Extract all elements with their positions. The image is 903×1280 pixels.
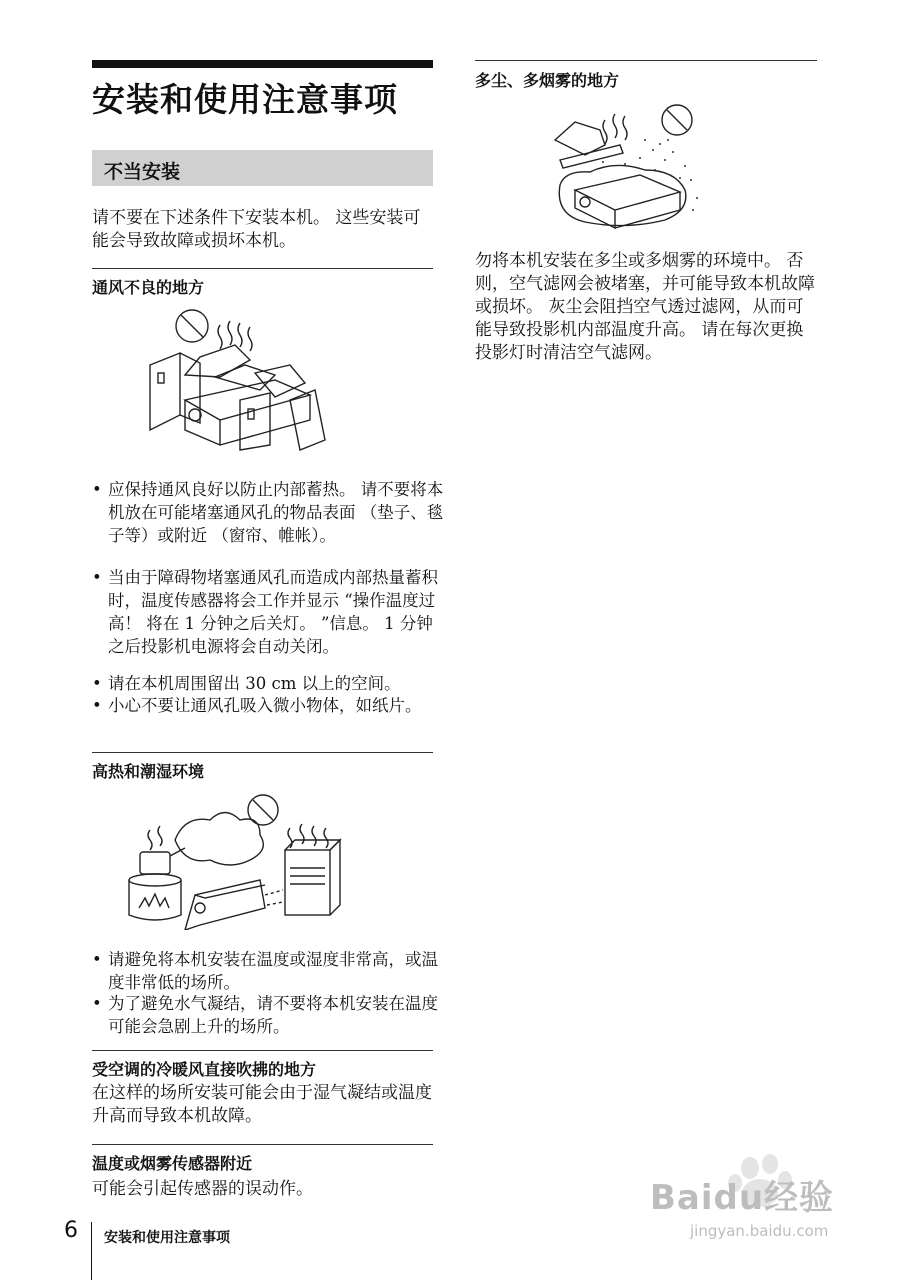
bullet-dot: • [92, 674, 102, 693]
bullet-dot: • [92, 950, 102, 969]
section-rule [92, 1050, 433, 1051]
ventilation-illustration [140, 305, 340, 455]
bullet-dot: • [92, 568, 102, 587]
bullet-text: 当由于障碍物堵塞通风孔而造成内部热量蓄积时，温度传感器将会工作并显示 “操作温度过高！ 将在 1 分钟之后关灯。 ”信息。 1 分钟之后投影机电源将会自动关闭。 [108, 568, 438, 656]
list-item [92, 672, 448, 695]
page-title: 安装和使用注意事项 [92, 80, 398, 119]
bullet-dot: • [92, 994, 102, 1013]
intro-paragraph: 请不要在下述条件下安装本机。 这些安装可能会导致故障或损坏本机。 [92, 208, 421, 251]
heading-heat-humidity: 高热和潮湿环境 [92, 762, 205, 781]
bullet-text: 请在本机周围留出 30 cm 以上的空间。 [108, 674, 401, 693]
watermark-url: jingyan.baidu.com [690, 1222, 829, 1240]
heading-sensor: 温度或烟雾传感器附近 [92, 1154, 253, 1173]
bullet-text: 为了避免水气凝结，请不要将本机安装在温度可能会急剧上升的场所。 [108, 994, 438, 1036]
list-item [92, 478, 448, 547]
air-conditioner-text: 在这样的场所安装可能会由于湿气凝结或温度升高而导致本机故障。 [92, 1083, 432, 1126]
bullet-text: 请避免将本机安装在温度或湿度非常高，或温度非常低的场所。 [108, 950, 438, 992]
bullet-text: 应保持通风良好以防止内部蓄热。 请不要将本机放在可能堵塞通风孔的物品表面 （垫子、毯子等）或附近 （窗帘、帷帐）。 [108, 480, 444, 545]
footer-divider [91, 1222, 92, 1280]
sensor-text: 可能会引起传感器的误动作。 [92, 1179, 313, 1199]
footer-section-name: 安装和使用注意事项 [104, 1230, 230, 1246]
list-item [92, 992, 448, 1038]
section-rule [92, 1144, 433, 1145]
heading-poor-ventilation: 通风不良的地方 [92, 278, 205, 297]
bullet-text: 小心不要让通风孔吸入微小物体，如纸片。 [108, 696, 422, 715]
bullet-dot: • [92, 696, 102, 715]
dust-illustration [545, 100, 705, 235]
list-item [92, 948, 448, 994]
list-item [92, 566, 448, 658]
title-rule [92, 60, 433, 68]
heading-dust-smoke: 多尘、多烟雾的地方 [475, 71, 620, 90]
section-title: 不当安装 [104, 161, 181, 183]
list-item [92, 694, 448, 717]
page-number: 6 [64, 1218, 78, 1243]
dust-smoke-text: 勿将本机安装在多尘或多烟雾的环境中。 否则，空气滤网会被堵塞，并可能导致本机故障或损坏。 灰尘会阻挡空气透过滤网，从而可能导致投影机内部温度升高。 请在每次更换投影灯时清洁空气滤网。 [475, 251, 815, 363]
heading-air-conditioner: 受空调的冷暖风直接吹拂的地方 [92, 1060, 317, 1079]
section-rule [475, 60, 817, 61]
heat-humidity-illustration [125, 790, 350, 930]
section-rule [92, 268, 433, 269]
watermark-logo-text: Baidu经验 [650, 1178, 835, 1218]
bullet-dot: • [92, 480, 102, 499]
section-rule [92, 752, 433, 753]
